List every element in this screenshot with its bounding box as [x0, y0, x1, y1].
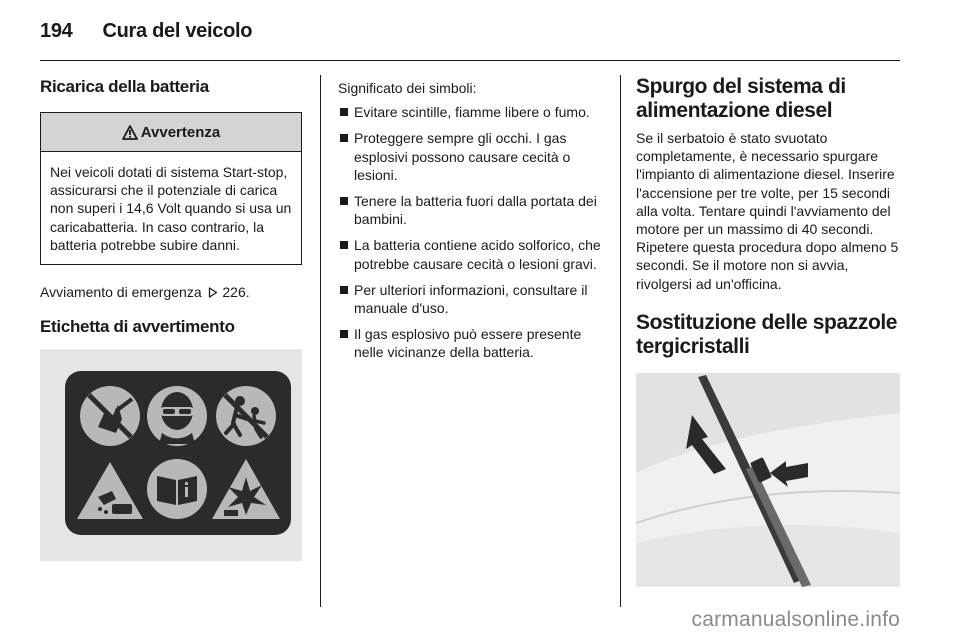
list-item: Il gas esplosivo può essere presente nelle vicinanze della batteria. — [338, 325, 603, 361]
watermark: carmanualsonline.info — [691, 608, 900, 631]
bullet-square-icon — [340, 241, 348, 249]
warning-label-image — [40, 349, 302, 561]
warning-triangle-icon — [122, 125, 138, 140]
bullet-square-icon — [340, 108, 348, 116]
crossref-page: 226. — [222, 284, 250, 301]
arrow-reference-icon — [208, 287, 218, 298]
column-divider-2 — [620, 75, 621, 607]
list-item: Per ulteriori informazioni, consultare il manuale d'uso. — [338, 281, 603, 317]
keep-away-children-icon — [216, 386, 276, 446]
symbol-list — [338, 103, 603, 361]
list-item: Tenere la batteria fuori dalla portata dei bambini. — [338, 192, 603, 228]
section-title-battery-charging: Ricarica della batteria — [40, 77, 209, 96]
section-title-diesel-bleed: Spurgo del sistema di alimentazione diesel — [636, 75, 846, 122]
list-item: La batteria contiene acido solforico, che potrebbe causare cecità o lesioni gravi. — [338, 236, 603, 272]
bullet-square-icon — [340, 330, 348, 338]
warning-title: Avvertenza — [140, 123, 221, 141]
chapter-title: Cura del veicolo — [102, 20, 253, 42]
column-diesel-and-wipers — [636, 75, 904, 587]
header-rule — [40, 60, 900, 61]
section-title-wiper-replacement: Sostituzione delle spazzole tergicristalli — [636, 310, 898, 358]
diesel-bleed-text: Se il serbatoio è stato svuotato completamente, è necessario spurgare l'impianto di alimentazione diesel. Inserire l'accensione per tre volte, per 15 secondi alla volta. Tentare quindi l'avviamento del motore per un massimo di 40 secondi. Ripetere questa procedura dopo almeno 5 secondi. Se il motore non si avvia, rivolgersi ad un'officina. — [636, 130, 899, 292]
read-manual-icon — [147, 459, 207, 519]
warning-text: Nei veicoli dotati di sistema Start-stop, assicurarsi che il potenziale di carica non superi i 14,6 Volt quando si usa un caricabatteria. In caso contrario, la batteria potrebbe subire danni. — [50, 164, 292, 253]
column-divider-1 — [320, 75, 321, 607]
page-number: 194 — [40, 20, 73, 42]
wiper-image — [636, 373, 900, 587]
column-battery-charging — [40, 75, 302, 561]
crossref-emergency-start[interactable] — [40, 283, 302, 301]
bullet-square-icon — [340, 197, 348, 205]
section-title-warning-label: Etichetta di avvertimento — [40, 317, 235, 337]
warning-box — [40, 112, 302, 265]
list-item: Proteggere sempre gli occhi. I gas esplosivi possono causare cecità o lesioni. — [338, 129, 603, 184]
bullet-square-icon — [340, 134, 348, 142]
symbols-intro: Significato dei simboli: — [338, 80, 477, 96]
page-header — [40, 20, 252, 43]
column-symbol-meanings — [338, 75, 603, 370]
warning-label-panel — [40, 349, 302, 561]
no-flame-icon — [80, 386, 140, 446]
wiper-illustration — [636, 373, 900, 587]
crossref-text: Avviamento di emergenza — [40, 284, 202, 301]
eye-protection-icon — [147, 386, 207, 446]
warning-header — [41, 113, 301, 152]
list-item: Evitare scintille, fiamme libere o fumo. — [338, 103, 603, 121]
bullet-square-icon — [340, 286, 348, 294]
